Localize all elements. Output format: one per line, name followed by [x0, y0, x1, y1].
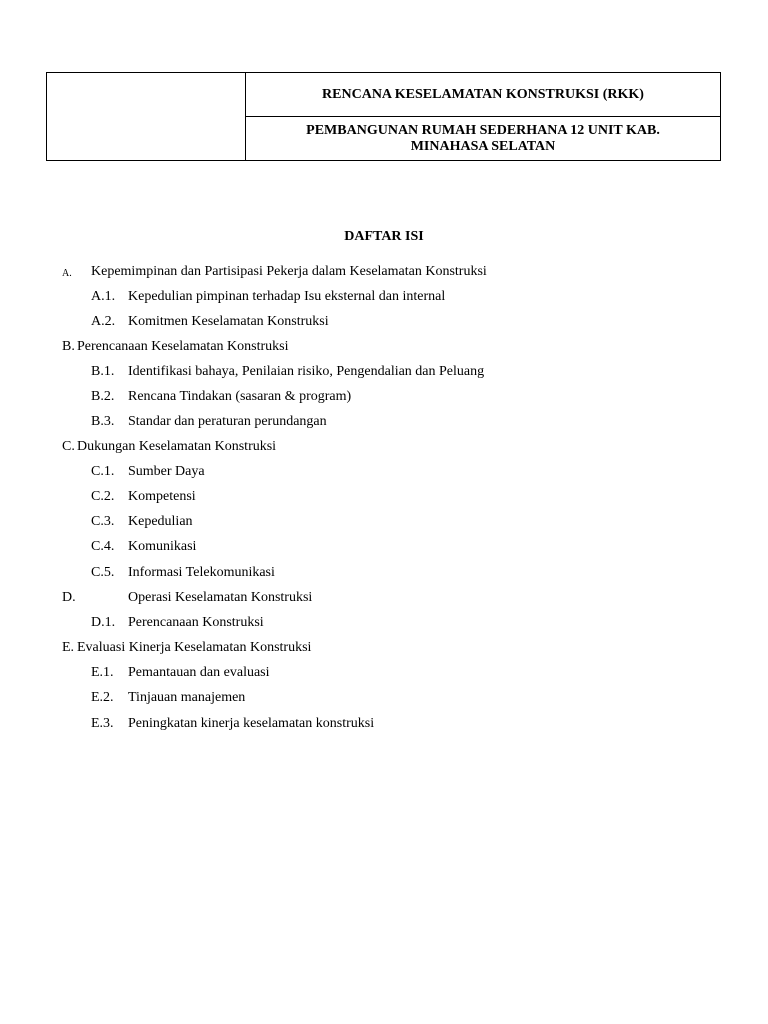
toc-item-number: D.1. [91, 615, 116, 630]
toc-item-number: B. [62, 339, 75, 354]
toc-item-label: Komunikasi [128, 539, 197, 554]
document-title: RENCANA KESELAMATAN KONSTRUKSI (RKK) [322, 86, 644, 102]
toc-item-number: A.2. [91, 314, 116, 329]
document-title-cell [246, 73, 721, 117]
toc-item-label: Dukungan Keselamatan Konstruksi [77, 439, 277, 454]
toc-item-label: Informasi Telekomunikasi [128, 565, 275, 580]
toc-item-label: Kepedulian pimpinan terhadap Isu eksternal dan internal [128, 289, 446, 304]
toc-item-number: C.2. [91, 489, 115, 504]
toc-item-label: Rencana Tindakan (sasaran & program) [128, 389, 352, 404]
toc-item-label: Pemantauan dan evaluasi [128, 665, 270, 680]
toc-item-label: Kepedulian [128, 514, 193, 529]
toc-title: DAFTAR ISI [344, 229, 424, 244]
project-name-cell [246, 117, 721, 161]
toc-item-number: C.3. [91, 514, 115, 529]
toc-item-label: Identifikasi bahaya, Penilaian risiko, Pengendalian dan Peluang [128, 364, 485, 379]
toc-item-label: Operasi Keselamatan Konstruksi [128, 590, 313, 605]
toc-item-label: Kompetensi [128, 489, 196, 504]
logo-cell [47, 73, 246, 161]
toc-item-label: Standar dan peraturan perundangan [128, 414, 327, 429]
toc-item-number: E. [62, 640, 75, 655]
toc-item-number: C. [62, 439, 75, 454]
toc-item-number: E.1. [91, 665, 114, 680]
toc-item-number: C.5. [91, 565, 115, 580]
toc-item-number: E.2. [91, 690, 114, 705]
project-name-line2: MINAHASA SELATAN [410, 138, 556, 154]
toc-item-label: Evaluasi Kinerja Keselamatan Konstruksi [77, 640, 312, 655]
toc-item-number: B.2. [91, 389, 115, 404]
header-table [46, 72, 721, 161]
toc-item-number: A.1. [91, 289, 116, 304]
toc-item-label: Perencanaan Keselamatan Konstruksi [77, 339, 289, 354]
project-name-line1: PEMBANGUNAN RUMAH SEDERHANA 12 UNIT KAB. [306, 122, 660, 138]
toc-item-number: B.1. [91, 364, 115, 379]
toc-item-number: C.1. [91, 464, 115, 479]
toc-item-label: Tinjauan manajemen [128, 690, 246, 705]
toc-item-number: A. [62, 268, 72, 279]
toc-item-label: Komitmen Keselamatan Konstruksi [128, 314, 329, 329]
toc-item-label: Sumber Daya [128, 464, 205, 479]
toc-item-label: Peningkatan kinerja keselamatan konstruksi [128, 716, 375, 731]
toc-item-label: Kepemimpinan dan Partisipasi Pekerja dalam Keselamatan Konstruksi [91, 264, 487, 279]
toc-item-label: Perencanaan Konstruksi [128, 615, 264, 630]
toc-item-number: E.3. [91, 716, 114, 731]
toc-item-number: B.3. [91, 414, 115, 429]
toc-item-number: C.4. [91, 539, 115, 554]
toc-item-number: D. [62, 590, 76, 605]
